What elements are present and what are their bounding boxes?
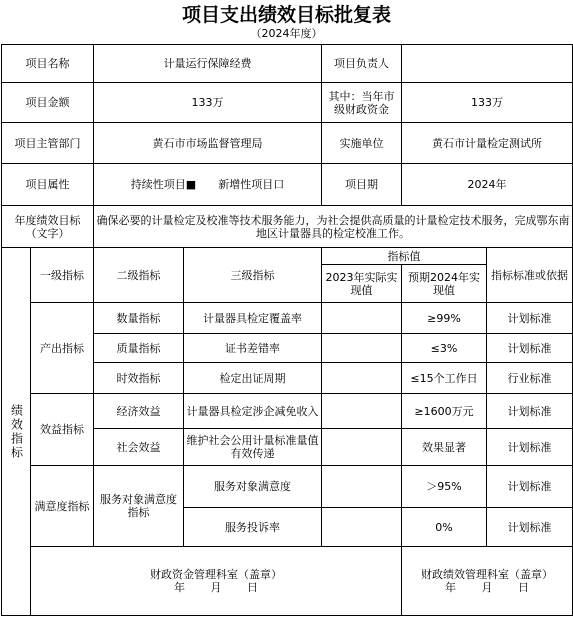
basis-cell: 计划标准 — [487, 429, 573, 466]
level1-satisfaction: 满意度指标 — [31, 466, 94, 547]
level3-cell: 证书差错率 — [184, 334, 322, 363]
value-fiscal-funds: 133万 — [402, 83, 573, 123]
level3-cell: 计量器具检定涉企减免收入 — [184, 394, 322, 429]
value-annual-goal: 确保必要的计量检定及校准等技术服务能力，为社会提供高质量的计量检定技术服务，完成鄂东南地区计量器具的检定校准工作。 — [94, 206, 573, 248]
level1-output: 产出指标 — [31, 303, 94, 394]
label-implementing-unit: 实施单位 — [322, 123, 402, 164]
signature-performance-label: 财政绩效管理科室（盖章） — [421, 568, 553, 581]
table-row — [2, 394, 573, 429]
level1-benefit: 效益指标 — [31, 394, 94, 466]
level2-cell: 服务对象满意度指标 — [94, 466, 184, 547]
basis-cell: 计划标准 — [487, 303, 573, 334]
value-project-owner — [402, 45, 573, 83]
basis-cell: 计划标准 — [487, 334, 573, 363]
level3-cell: 检定出证周期 — [184, 363, 322, 394]
level3-cell: 服务投诉率 — [184, 508, 322, 547]
expected-2024-cell: ≤3% — [402, 334, 487, 363]
level2-cell: 时效指标 — [94, 363, 184, 394]
value-implementing-unit: 黄石市计量检定测试所 — [402, 123, 573, 164]
table-row — [2, 303, 573, 334]
label-project-attribute: 项目属性 — [2, 164, 94, 206]
label-performance-indicators: 绩效指标 — [2, 248, 31, 616]
page-title: 项目支出绩效目标批复表 — [181, 4, 391, 26]
level2-cell: 经济效益 — [94, 394, 184, 429]
expected-2024-cell: ≥1600万元 — [402, 394, 487, 429]
header-actual-2023: 2023年实际实现值 — [322, 265, 402, 303]
level3-cell: 维护社会公用计量标准量值有效传递 — [184, 429, 322, 466]
actual-2023-cell — [322, 394, 402, 429]
header-level2: 二级指标 — [94, 248, 184, 303]
label-project-owner: 项目负责人 — [322, 45, 402, 83]
signature-performance-date: 年 月 日 — [445, 581, 529, 594]
level3-cell: 服务对象满意度 — [184, 466, 322, 508]
basis-cell: 计划标准 — [487, 466, 573, 508]
table-row — [2, 466, 573, 508]
approval-table — [1, 44, 573, 616]
row-project-amount — [2, 83, 573, 123]
actual-2023-cell — [322, 363, 402, 394]
header-level3: 三级指标 — [184, 248, 322, 303]
expected-2024-cell: 0% — [402, 508, 487, 547]
level2-cell: 社会效益 — [94, 429, 184, 466]
header-basis: 指标标准或依据 — [487, 248, 573, 303]
label-annual-goal: 年度绩效目标（文字） — [2, 206, 94, 248]
label-department: 项目主管部门 — [2, 123, 94, 164]
row-indicator-header-1 — [2, 248, 573, 265]
actual-2023-cell — [322, 429, 402, 466]
row-project-name — [2, 45, 573, 83]
expected-2024-cell: ≥99% — [402, 303, 487, 334]
label-project-name: 项目名称 — [2, 45, 94, 83]
actual-2023-cell — [322, 508, 402, 547]
value-project-amount: 133万 — [94, 83, 322, 123]
label-fiscal-funds: 其中：当年市级财政资金 — [322, 83, 402, 123]
level2-cell: 质量指标 — [94, 334, 184, 363]
header-level1: 一级指标 — [31, 248, 94, 303]
label-project-period: 项目期 — [322, 164, 402, 206]
row-project-attributes — [2, 164, 573, 206]
level3-cell: 计量器具检定覆盖率 — [184, 303, 322, 334]
actual-2023-cell — [322, 303, 402, 334]
level2-cell: 数量指标 — [94, 303, 184, 334]
basis-cell: 计划标准 — [487, 394, 573, 429]
label-project-amount: 项目金额 — [2, 83, 94, 123]
header-indicator-value: 指标值 — [322, 248, 487, 265]
value-project-period: 2024年 — [402, 164, 573, 206]
row-department — [2, 123, 573, 164]
value-project-name: 计量运行保障经费 — [94, 45, 322, 83]
value-project-attribute: 持续性项目■ 新增性项目口 — [94, 164, 322, 206]
page-subtitle-year: （2024年度） — [250, 27, 323, 40]
signature-fund-date: 年 月 日 — [174, 581, 258, 594]
actual-2023-cell — [322, 334, 402, 363]
expected-2024-cell: ≤15个工作日 — [402, 363, 487, 394]
row-annual-goal — [2, 206, 573, 248]
expected-2024-cell: 效果显著 — [402, 429, 487, 466]
signature-performance-management — [402, 547, 573, 616]
header-expected-2024: 预期2024年实现值 — [402, 265, 487, 303]
basis-cell: 行业标准 — [487, 363, 573, 394]
actual-2023-cell — [322, 466, 402, 508]
row-signatures — [2, 547, 573, 616]
expected-2024-cell: ＞95% — [402, 466, 487, 508]
value-department: 黄石市市场监督管理局 — [94, 123, 322, 164]
signature-fund-label: 财政资金管理科室（盖章） — [150, 568, 282, 581]
basis-cell: 计划标准 — [487, 508, 573, 547]
signature-fund-management — [31, 547, 402, 616]
